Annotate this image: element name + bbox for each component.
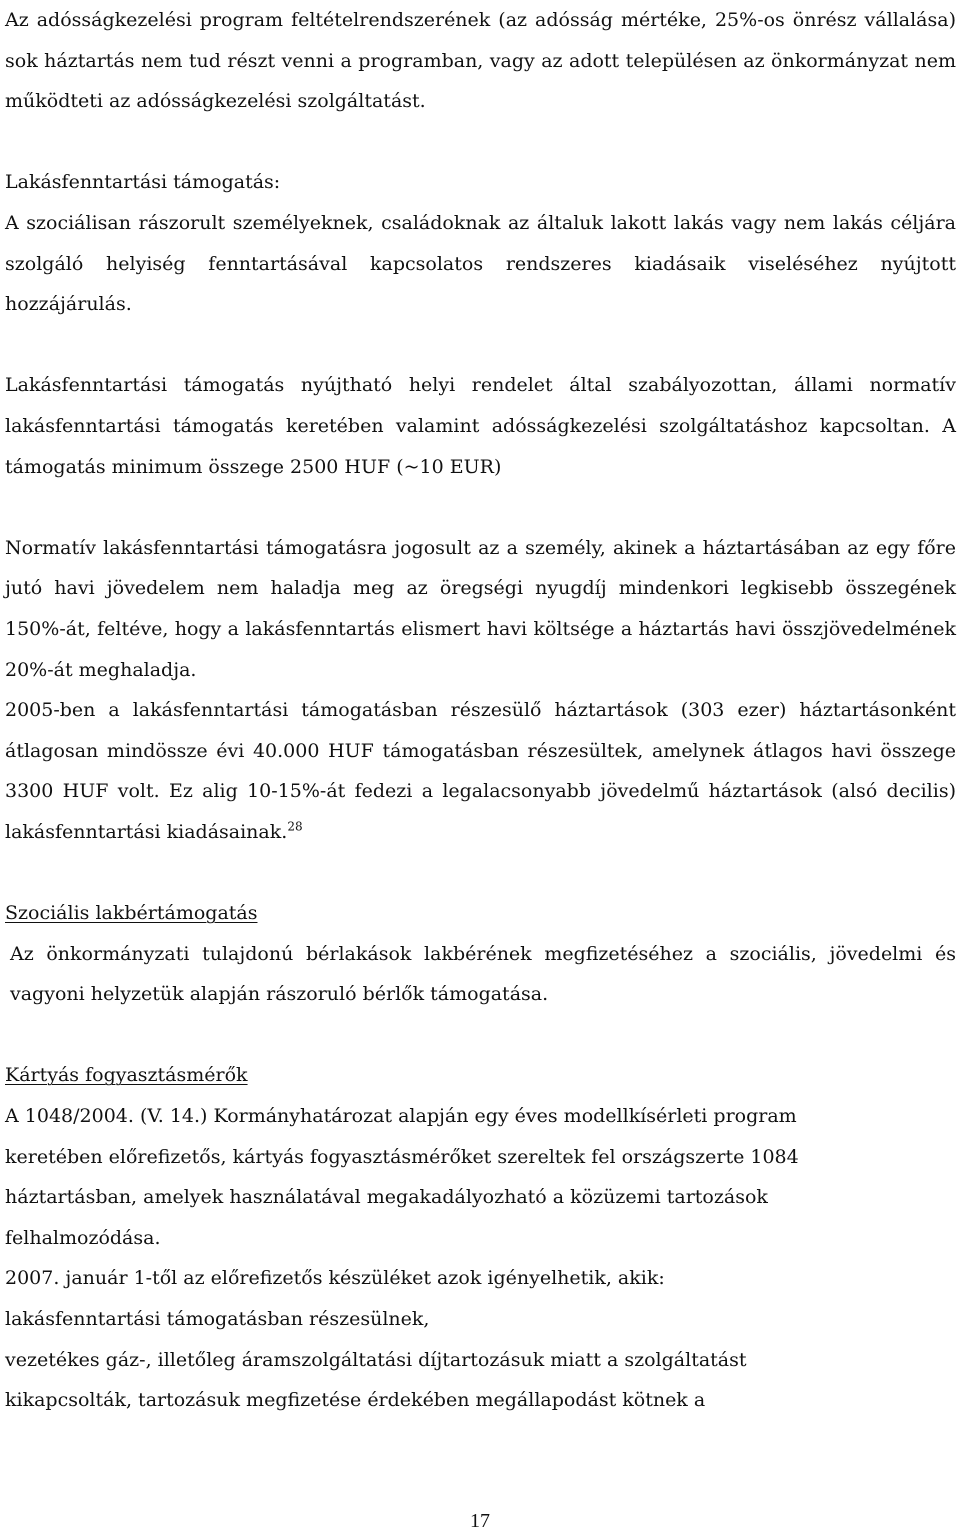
- line: 2007. január 1-től az előrefizetős készüléket azok igényelhetik, akik:: [5, 1267, 665, 1290]
- paragraph-2005-text: 2005-ben a lakásfenntartási támogatásban részesülő háztartások (303 ezer) háztartásonként átlagosan mindössze évi 40.000 HUF támogatásban részesültek, amelynek átlagos havi összege 3300 HUF volt. Ez alig 10-15%-át fedezi a legalacsonyabb jövedelmű háztartások (alsó decilis) lakásfenntartási kiadásainak.: [5, 699, 956, 843]
- spacer: [5, 1015, 956, 1056]
- paragraph-debt-management: Az adósságkezelési program feltételrendszerének (az adósság mértéke, 25%-os önrész vállalása) sok háztartás nem tud részt venni a programban, vagy az adott településen az önkormányzat nem működteti az adósságkezelési szolgáltatást.: [5, 9, 956, 113]
- line: kikapcsolták, tartozásuk megfizetése érdekében megállapodást kötnek a: [5, 1389, 706, 1412]
- spacer: [5, 325, 956, 366]
- paragraph-2007-eligibility: [5, 1258, 956, 1420]
- heading-card-meters: Kártyás fogyasztásmérők: [5, 1064, 248, 1087]
- line: háztartásban, amelyek használatával megakadályozható a közüzemi tartozások: [5, 1186, 768, 1209]
- paragraph-housing-support-definition: A szociálisan rászorult személyeknek, családoknak az általuk lakott lakás vagy nem lakás céljára szolgáló helyiség fenntartásával kapcsolatos rendszeres kiadásaik viseléséhez nyújtott hozzájárulás.: [5, 211, 956, 316]
- heading-housing-support: Lakásfenntartási támogatás:: [5, 171, 281, 194]
- paragraph-2005-statistics: [5, 690, 956, 852]
- footnote-reference[interactable]: 28: [287, 819, 303, 834]
- paragraph-card-meters: [5, 1096, 956, 1258]
- page-number: 17: [470, 1510, 490, 1532]
- paragraph-social-rent-support: Az önkormányzati tulajdonú bérlakások lakbérének megfizetéséhez a szociális, jövedelmi és vagyoni helyzetük alapján rászoruló bérlők támogatása.: [10, 942, 956, 1006]
- paragraph-normative-support: Normatív lakásfenntartási támogatásra jogosult az a személy, akinek a háztartásában az egy főre jutó havi jövedelem nem haladja meg az öregségi nyugdíj mindenkori legkisebb összegének 150%-át, feltéve, hogy a lakásfenntartás elismert havi költsége a háztartás havi összjövedelmének 20%-át meghaladja.: [5, 536, 956, 681]
- spacer: [5, 852, 956, 893]
- line: felhalmozódása.: [5, 1226, 161, 1249]
- document-page: [5, 0, 956, 1421]
- line: lakásfenntartási támogatásban részesülnek,: [5, 1308, 430, 1330]
- paragraph-housing-support-forms: Lakásfenntartási támogatás nyújtható helyi rendelet által szabályozottan, állami normatív lakásfenntartási támogatás keretében valamint adósságkezelési szolgáltatáshoz kapcsoltan. A támogatás minimum összege 2500 HUF (~10 EUR): [5, 374, 956, 478]
- line: A 1048/2004. (V. 14.) Kormányhatározat alapján egy éves modellkísérleti program: [5, 1105, 797, 1128]
- line: vezetékes gáz-, illetőleg áramszolgáltatási díjtartozásuk miatt a szolgáltatást: [5, 1348, 747, 1371]
- heading-social-rent-support: Szociális lakbértámogatás: [5, 902, 258, 925]
- line: keretében előrefizetős, kártyás fogyasztásmérőket szereltek fel országszerte 1084: [5, 1145, 799, 1168]
- spacer: [5, 487, 956, 528]
- spacer: [5, 122, 956, 163]
